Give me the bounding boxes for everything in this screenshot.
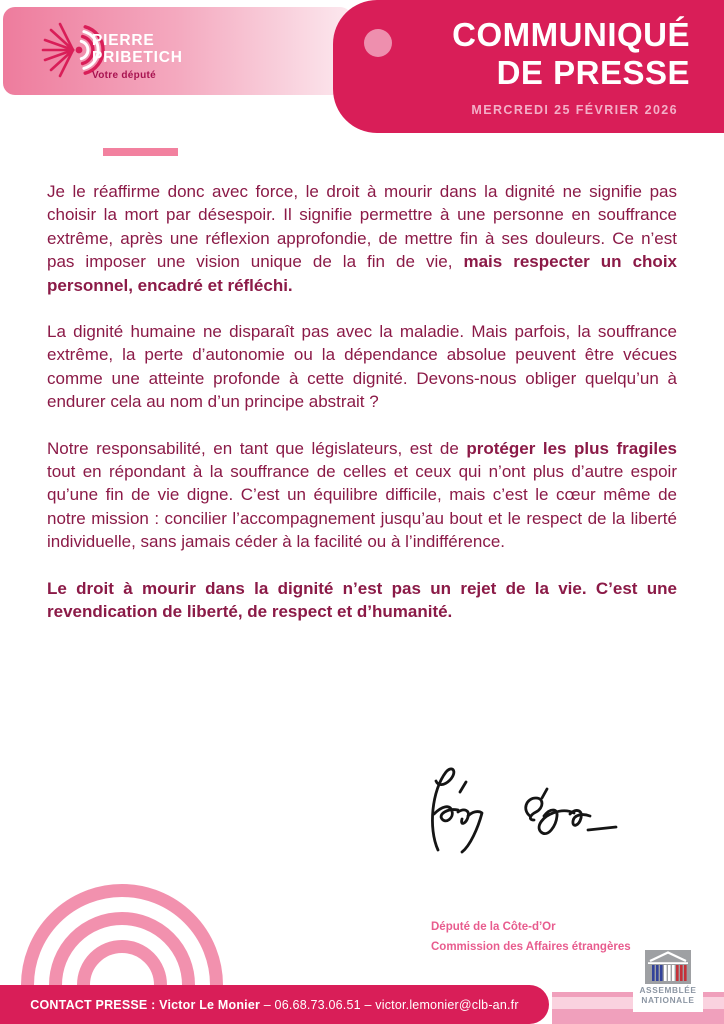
contact-details: – 06.68.73.06.51 – victor.lemonier@clb-an.fr xyxy=(260,997,519,1012)
press-title-line1: COMMUNIQUÉ xyxy=(452,16,690,53)
logo-name-line1: PIERRE xyxy=(92,32,155,49)
press-date: MERCREDI 25 FÉVRIER 2026 xyxy=(471,103,678,117)
text-segment: protéger les plus fragiles xyxy=(466,438,677,458)
signatory-role xyxy=(431,918,631,957)
press-title-box xyxy=(333,0,724,133)
body-text xyxy=(47,180,677,647)
text-segment: tout en répondant à la souffrance de celles et ceux qui n’ont plus d’autre espoir qu’une fin de vie digne. C’est un équilibre difficile, mais c’est le cœur même de notre mission : concilier l’accompagnement jusqu’au bout et le respect de la liberté individuelle, sans jamais céder à la facilité ou à l’indifférence. xyxy=(47,462,677,552)
footer-contact-bar xyxy=(0,985,549,1024)
role-line1: Député de la Côte-d’Or xyxy=(431,921,556,933)
paragraph-4 xyxy=(47,577,677,624)
logo-text-block xyxy=(92,32,183,81)
text-segment: La dignité humaine ne disparaît pas avec la maladie. Mais parfois, la souffrance extrême, la perte d’autonomie ou la dépendance absolue peuvent être vécues comme une atteinte profonde à cette dignité. Devons-nous obliger quelqu’un à endurer cela au nom d’un principe abstrait ? xyxy=(47,322,677,412)
concentric-arcs-decoration xyxy=(19,881,225,985)
paragraph-3 xyxy=(47,437,677,554)
header-banner xyxy=(3,7,352,95)
press-title-line2: DE PRESSE xyxy=(496,54,690,91)
accent-bar xyxy=(103,148,178,156)
assemblee-building-icon xyxy=(645,950,691,984)
text-segment: Le droit à mourir dans la dignité n’est pas un rejet de la vie. C’est une revendication de liberté, de respect et d’humanité. xyxy=(47,578,677,622)
an-logo-line1: ASSEMBLÉE xyxy=(639,985,697,995)
text-segment: mais respecter un choix personnel, encadré et réfléchi. xyxy=(47,252,677,295)
text-segment: Je le réaffirme donc avec force, le droit à mourir dans la dignité ne signifie pas choisir la mort par désespoir. Il signifie permettre à une personne en souffrance extrême, après une réflexion approfondie, de mettre fin à ses douleurs. Ce n’est pas imposer une vision unique de la fin de vie, xyxy=(47,182,677,272)
text-segment: Notre responsabilité, en tant que législateurs, est de xyxy=(47,438,467,458)
an-logo-line2: NATIONALE xyxy=(641,994,695,1005)
paragraph-2 xyxy=(47,320,677,414)
paragraph-1 xyxy=(47,180,677,297)
contact-label: CONTACT PRESSE : Victor Le Monier xyxy=(30,997,261,1012)
an-logo-text xyxy=(639,986,696,1005)
assemblee-nationale-logo xyxy=(633,948,703,1012)
logo-tagline: Votre député xyxy=(92,70,156,81)
bullet-circle-icon xyxy=(364,29,392,57)
role-line2: Commission des Affaires étrangères xyxy=(431,940,631,953)
press-title xyxy=(452,16,690,92)
signature-image xyxy=(418,758,628,858)
logo-name-line2: PRIBETICH xyxy=(92,49,183,66)
